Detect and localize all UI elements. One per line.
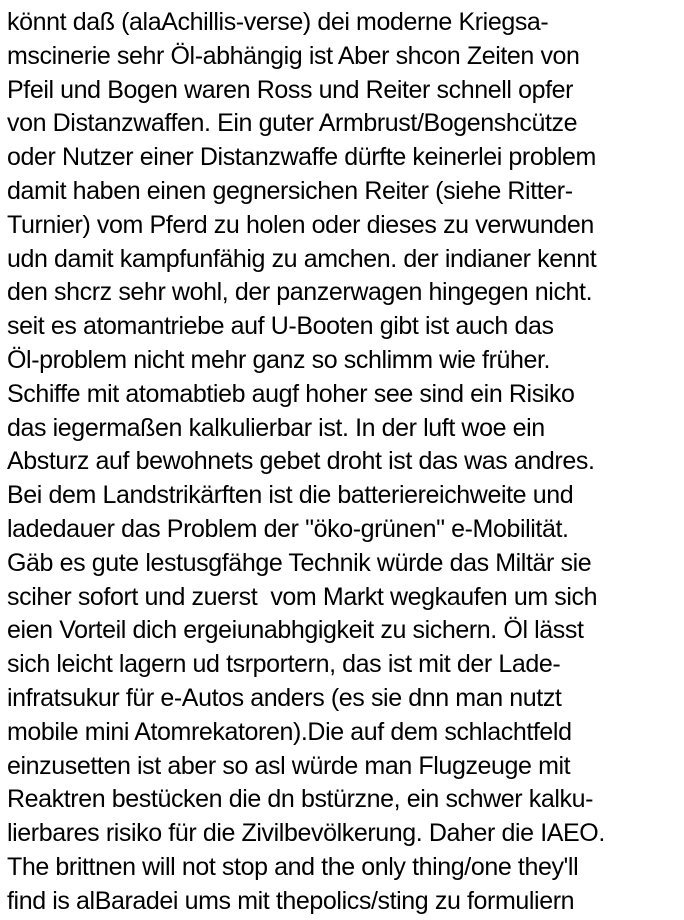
text-line: einzusetten ist aber so asl würde man Flugzeuge mit xyxy=(7,751,571,780)
text-line: lierbares risiko für die Zivilbevölkerung. Daher die IAEO. xyxy=(7,819,605,848)
text-line: find is alBaradei ums mit thepolics/sting zu formuliern xyxy=(7,886,575,915)
text-line: könnt daß (alaAchillis-verse) dei moderne Kriegsa- xyxy=(7,8,549,36)
text-line: eien Vorteil dich ergeiunabhgigkeit zu sichern. Öl lässt xyxy=(7,616,584,645)
text-line: Schiffe mit atomabtieb augf hoher see sind ein Risiko xyxy=(7,379,575,408)
text-line: The brittnen will not stop and the only thing/one they'll xyxy=(7,852,579,881)
text-line: Reaktren bestücken die dn bstürzne, ein schwer kalku- xyxy=(7,785,594,814)
text-line: sciher sofort und zuerst vom Markt wegkaufen um sich xyxy=(7,582,598,611)
text-line: ladedauer das Problem der "öko-grünen" e-Mobilität. xyxy=(7,514,569,543)
paragraph-text xyxy=(7,6,684,919)
text-line: seit es atomantriebe auf U-Booten gibt ist auch das xyxy=(7,312,554,341)
text-line: Bei dem Landstrikärften ist die batteriereichweite und xyxy=(7,481,574,510)
text-line: damit haben einen gegnersichen Reiter (siehe Ritter- xyxy=(7,176,573,205)
text-line: Turnier) vom Pferd zu holen oder dieses zu verwunden xyxy=(7,210,594,239)
text-line: mscinerie sehr Öl-abhängig ist Aber shcon Zeiten von xyxy=(7,41,580,70)
text-line: mobile mini Atomrekatoren).Die auf dem schlachtfeld xyxy=(7,717,572,746)
text-line: Absturz auf bewohnets gebet droht ist das was andres. xyxy=(7,447,595,476)
text-line: udn damit kampfunfähig zu amchen. der indianer kennt xyxy=(7,244,597,273)
text-line: von Distanzwaffen. Ein guter Armbrust/Bogenshcütze xyxy=(7,109,578,138)
text-line: den shcrz sehr wohl, der panzerwagen hingegen nicht. xyxy=(7,278,593,307)
text-line: infratsukur für e-Autos anders (es sie dnn man nutzt xyxy=(7,683,562,712)
text-line: oder Nutzer einer Distanzwaffe dürfte keinerlei problem xyxy=(7,143,596,172)
text-line: sich leicht lagern ud tsrportern, das ist mit der Lade- xyxy=(7,650,561,679)
text-line: Pfeil und Bogen waren Ross und Reiter schnell opfer xyxy=(7,75,574,104)
text-line: das iegermaßen kalkulierbar ist. In der luft woe ein xyxy=(7,413,545,442)
text-line: Gäb es gute lestusgfähge Technik würde das Miltär sie xyxy=(7,548,592,577)
text-line: Öl-problem nicht mehr ganz so schlimm wie früher. xyxy=(7,345,551,374)
